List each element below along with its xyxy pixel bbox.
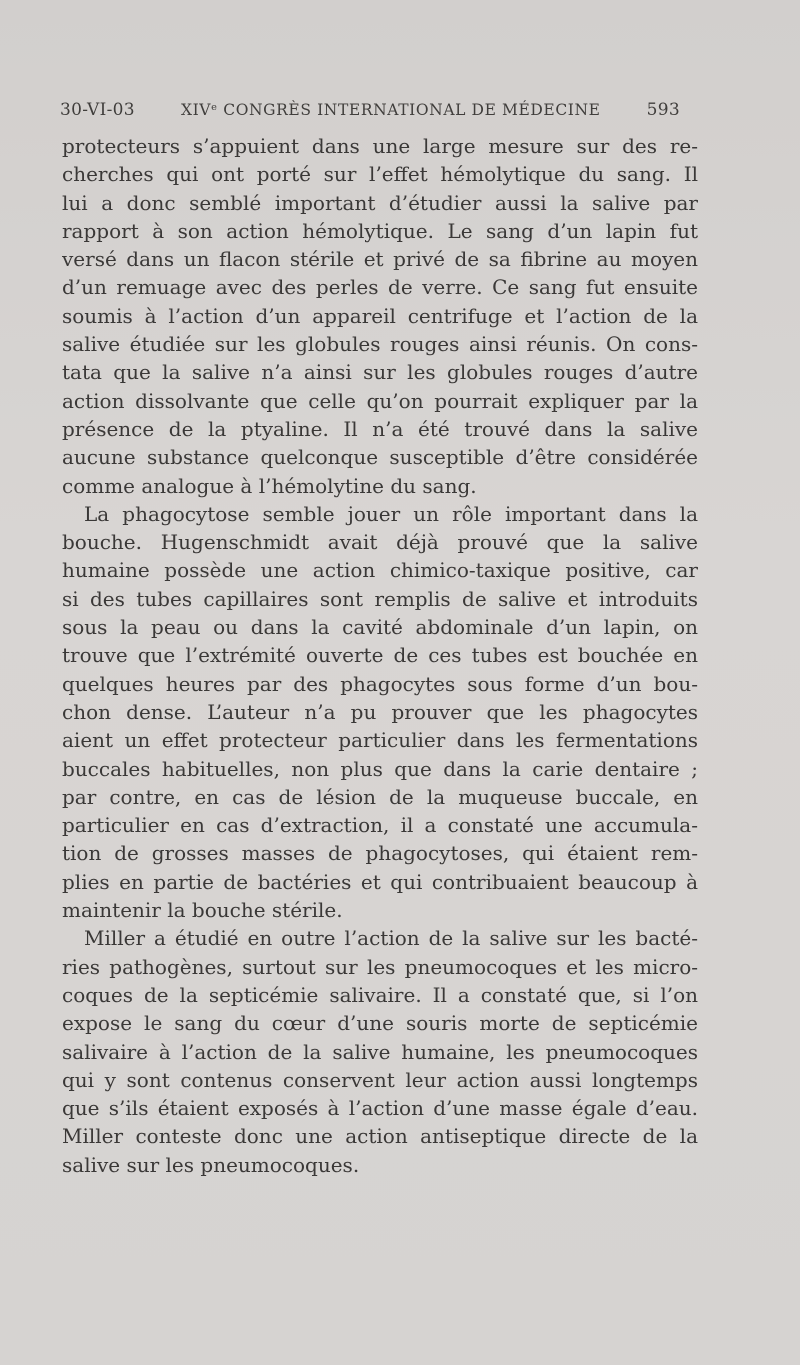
text-line: expose le sang du cœur d’une souris morte de septicémie [62, 1011, 698, 1036]
text-line: salivaire à l’action de la salive humaine, les pneumocoques [62, 1039, 698, 1064]
text-line: salive sur les pneumocoques. [62, 1152, 360, 1177]
text-line: buccales habituelles, non plus que dans la carie dentaire ; [62, 756, 698, 781]
text-line: soumis à l’action d’un appareil centrifuge et l’action de la [62, 303, 698, 328]
text-line: humaine possède une action chimico-taxique positive, car [62, 558, 698, 583]
page-number: 593 [646, 100, 680, 120]
text-line: protecteurs s’appuient dans une large mesure sur des re- [62, 134, 698, 158]
text-line: action dissolvante que celle qu’on pourrait expliquer par la [62, 388, 698, 413]
text-line: maintenir la bouche stérile. [62, 898, 343, 923]
text-line: si des tubes capillaires sont remplis de salive et introduits [62, 586, 698, 611]
text-line: présence de la ptyaline. Il n’a été trouvé dans la salive [62, 416, 698, 441]
text-line: Miller a étudié en outre l’action de la salive sur les bacté- [84, 926, 698, 951]
text-line: Miller conteste donc une action antiseptique directe de la [62, 1124, 698, 1149]
text-line: aient un effet protecteur particulier dans les fermentations [62, 728, 698, 753]
text-line: ries pathogènes, surtout sur les pneumocoques et les micro- [62, 954, 698, 979]
text-line: bouche. Hugenschmidt avait déjà prouvé que la salive [62, 530, 698, 555]
text-line: lui a donc semblé important d’étudier aussi la salive par [62, 190, 698, 215]
text-line: rapport à son action hémolytique. Le sang d’un lapin fut [62, 218, 698, 243]
text-line: plies en partie de bactéries et qui contribuaient beaucoup à [62, 869, 698, 894]
text-line: d’un remuage avec des perles de verre. Ce sang fut ensuite [62, 275, 698, 300]
text-line: quelques heures par des phagocytes sous forme d’un bou- [62, 671, 698, 696]
text-line: que s’ils étaient exposés à l’action d’une masse égale d’eau. [62, 1096, 698, 1121]
text-line: La phagocytose semble jouer un rôle important dans la [84, 501, 698, 526]
text-line: salive étudiée sur les globules rouges ainsi réunis. On cons- [62, 332, 698, 357]
text-line: tata que la salive n’a ainsi sur les globules rouges d’autre [62, 360, 698, 385]
text-line: cherches qui ont porté sur l’effet hémolytique du sang. Il [62, 162, 698, 187]
text-line: trouve que l’extrémité ouverte de ces tubes est bouchée en [62, 643, 698, 668]
text-line: tion de grosses masses de phagocytoses, qui étaient rem- [62, 841, 698, 866]
running-header [60, 100, 680, 120]
text-line: coques de la septicémie salivaire. Il a constaté que, si l’on [62, 982, 698, 1007]
body-text [62, 132, 698, 1179]
text-line: versé dans un flacon stérile et privé de sa fibrine au moyen [62, 247, 698, 272]
text-line: particulier en cas d’extraction, il a constaté une accumula- [62, 813, 698, 838]
text-line: comme analogue à l’hémolytine du sang. [62, 473, 477, 498]
header-title: XIVᵉ CONGRÈS INTERNATIONAL DE MÉDECINE [180, 101, 601, 119]
text-line: sous la peau ou dans la cavité abdominale d’un lapin, on [62, 615, 698, 640]
text-line: qui y sont contenus conservent leur action aussi longtemps [62, 1067, 698, 1092]
text-line: par contre, en cas de lésion de la muqueuse buccale, en [62, 784, 698, 809]
text-line: chon dense. L’auteur n’a pu prouver que les phagocytes [62, 699, 698, 724]
text-line: aucune substance quelconque susceptible d’être considérée [62, 445, 698, 470]
header-date: 30-VI-03 [60, 100, 135, 120]
